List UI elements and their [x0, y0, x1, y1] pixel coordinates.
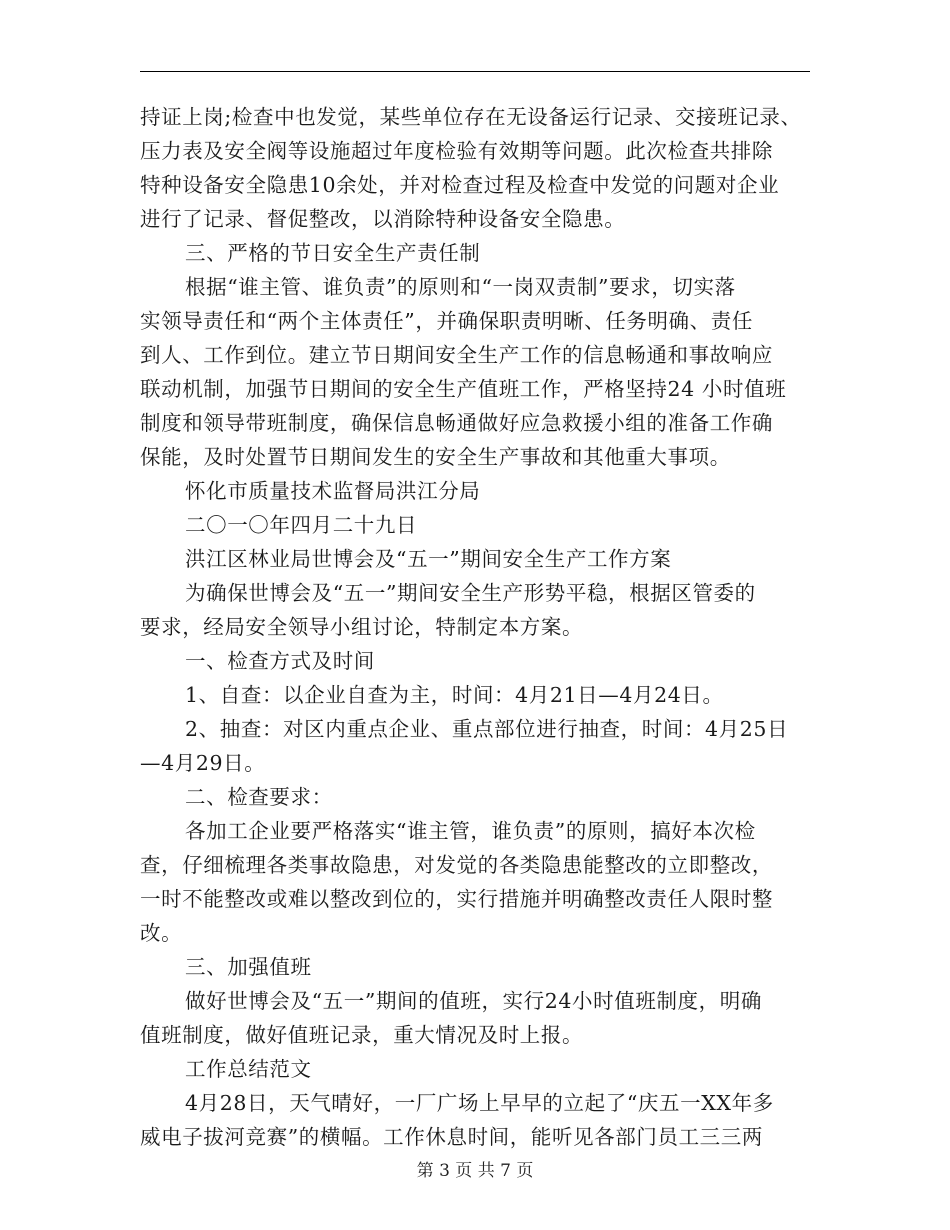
text-line: 1、自查：以企业自查为主，时间：4月21日—4月24日。 — [185, 683, 724, 707]
text-line: 根据“谁主管、谁负责”的原则和“一岗双责制”要求，切实落 — [185, 275, 736, 299]
header-rule — [140, 71, 810, 72]
text-line: —4月29日。 — [140, 751, 266, 775]
text-line: 为确保世博会及“五一”期间安全生产形势平稳，根据区管委的 — [185, 581, 756, 605]
text-line: 持证上岗;检查中也发觉，某些单位存在无设备运行记录、交接班记录、 — [140, 105, 802, 129]
text-line: 进行了记录、督促整改，以消除特种设备安全隐患。 — [140, 207, 626, 231]
text-line: 制度和领导带班制度，确保信息畅通做好应急救援小组的准备工作确 — [140, 411, 773, 435]
text-line: 二〇一〇年四月二十九日 — [185, 513, 418, 537]
text-line: 二、检查要求： — [185, 785, 333, 809]
text-line: 各加工企业要严格落实“谁主管，谁负责”的原则，搞好本次检 — [185, 819, 756, 843]
text-line: 2、抽查：对区内重点企业、重点部位进行抽查，时间：4月25日 — [185, 717, 789, 741]
page-number: 第 3 页 共 7 页 — [416, 1161, 534, 1181]
text-line: 工作总结范文 — [185, 1057, 312, 1081]
text-line: 要求，经局安全领导小组讨论，特制定本方案。 — [140, 615, 584, 639]
text-line: 查，仔细梳理各类事故隐患，对发觉的各类隐患能整改的立即整改， — [140, 853, 773, 877]
text-line: 压力表及安全阀等设施超过年度检验有效期等问题。此次检查共排除 — [140, 139, 773, 163]
text-line: 做好世博会及“五一”期间的值班，实行24小时值班制度，明确 — [185, 989, 762, 1013]
text-line: 威电子拔河竞赛”的横幅。工作休息时间，能听见各部门员工三三两 — [140, 1125, 763, 1149]
text-line: 洪江区林业局世博会及“五一”期间安全生产工作方案 — [185, 547, 672, 571]
text-line: 值班制度，做好值班记录，重大情况及时上报。 — [140, 1023, 584, 1047]
text-line: 联动机制，加强节日期间的安全生产值班工作，严格坚持24 小时值班 — [140, 377, 787, 401]
text-line: 怀化市质量技术监督局洪江分局 — [185, 479, 481, 503]
text-line: 到人、工作到位。建立节日期间安全生产工作的信息畅通和事故响应 — [140, 343, 773, 367]
text-line: 保能，及时处置节日期间发生的安全生产事故和其他重大事项。 — [140, 445, 731, 469]
document-body — [140, 100, 820, 1154]
text-line: 一、检查方式及时间 — [185, 649, 375, 673]
text-line: 特种设备安全隐患10余处，并对检查过程及检查中发觉的问题对企业 — [140, 173, 780, 197]
text-line: 改。 — [140, 921, 183, 945]
text-line: 一时不能整改或难以整改到位的，实行措施并明确整改责任人限时整 — [140, 887, 773, 911]
text-line: 4月28日，天气晴好，一厂广场上早早的立起了“庆五一XX年多 — [185, 1091, 774, 1115]
text-line: 实领导责任和“两个主体责任”，并确保职责明晰、任务明确、责任 — [140, 309, 753, 333]
text-line: 三、严格的节日安全生产责任制 — [185, 241, 481, 265]
text-line: 三、加强值班 — [185, 955, 312, 979]
